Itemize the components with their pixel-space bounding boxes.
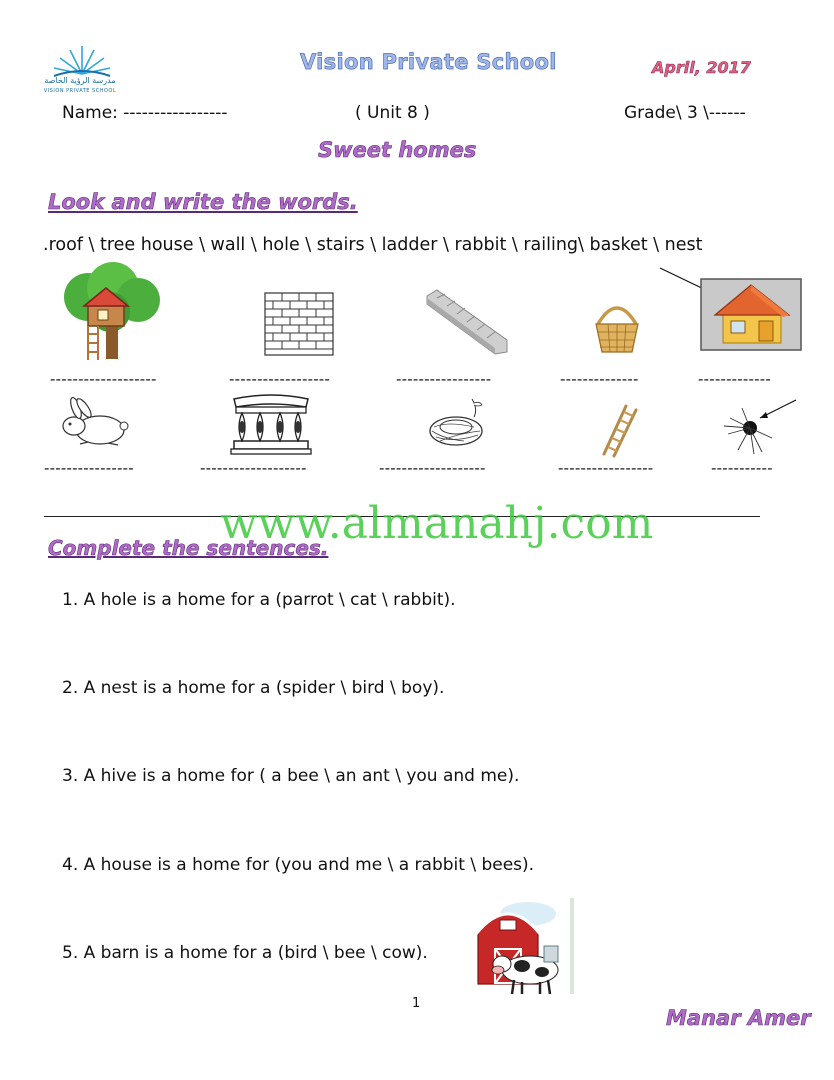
school-name: Vision Private School xyxy=(300,50,557,74)
logo-english-text: VISION PRIVATE SCHOOL xyxy=(43,88,117,94)
blank-stairs[interactable]: ----------------- xyxy=(396,370,492,388)
watermark: www.almanahj.com xyxy=(220,498,654,549)
name-field: Name: ----------------- xyxy=(62,103,228,123)
sentence-3: 3. A hive is a home for ( a bee \ an ant \ you and me). xyxy=(62,766,520,786)
worksheet-date: April, 2017 xyxy=(652,58,751,77)
tree-house-image xyxy=(58,262,166,362)
rabbit-image xyxy=(58,398,130,448)
blank-wall[interactable]: ------------------ xyxy=(229,370,331,388)
basket-image xyxy=(592,298,642,356)
sentence-2: 2. A nest is a home for a (spider \ bird \ boy). xyxy=(62,678,445,698)
stairs-image xyxy=(427,290,507,355)
sentence-4: 4. A house is a home for (you and me \ a rabbit \ bees). xyxy=(62,855,535,875)
blank-nest[interactable]: ------------------- xyxy=(379,459,486,477)
roof-image xyxy=(701,279,801,350)
ladder-image xyxy=(600,404,640,456)
nest-image xyxy=(424,397,494,453)
section-heading-look-and-write: Look and write the words. xyxy=(48,190,358,214)
blank-tree-house[interactable]: ------------------- xyxy=(50,370,157,388)
blank-hole[interactable]: ----------- xyxy=(711,459,773,477)
word-bank: .roof \ tree house \ wall \ hole \ stairs \ ladder \ rabbit \ railing\ basket \ nest xyxy=(43,235,703,255)
blank-rabbit[interactable]: ---------------- xyxy=(44,459,134,477)
sentence-1: 1. A hole is a home for a (parrot \ cat \ rabbit). xyxy=(62,590,456,610)
grade-field: Grade\ 3 \------ xyxy=(624,103,746,123)
wall-image xyxy=(265,293,333,355)
unit-label: ( Unit 8 ) xyxy=(355,103,430,123)
section-heading-complete-sentences: Complete the sentences. xyxy=(48,536,329,560)
hole-image xyxy=(720,398,800,458)
blank-ladder[interactable]: ----------------- xyxy=(558,459,654,477)
blank-basket[interactable]: -------------- xyxy=(560,370,639,388)
sentence-5: 5. A barn is a home for a (bird \ bee \ cow). xyxy=(62,943,428,963)
blank-railing[interactable]: ------------------- xyxy=(200,459,307,477)
logo-arabic-text: مدرسة الرؤية الخاصة xyxy=(44,76,116,85)
page-title: Sweet homes xyxy=(318,138,477,162)
author-name: Manar Amer xyxy=(666,1006,811,1030)
blank-roof[interactable]: ------------- xyxy=(698,370,771,388)
railing-image xyxy=(228,393,314,457)
page-number: 1 xyxy=(412,996,421,1011)
barn-cow-image xyxy=(458,892,582,998)
